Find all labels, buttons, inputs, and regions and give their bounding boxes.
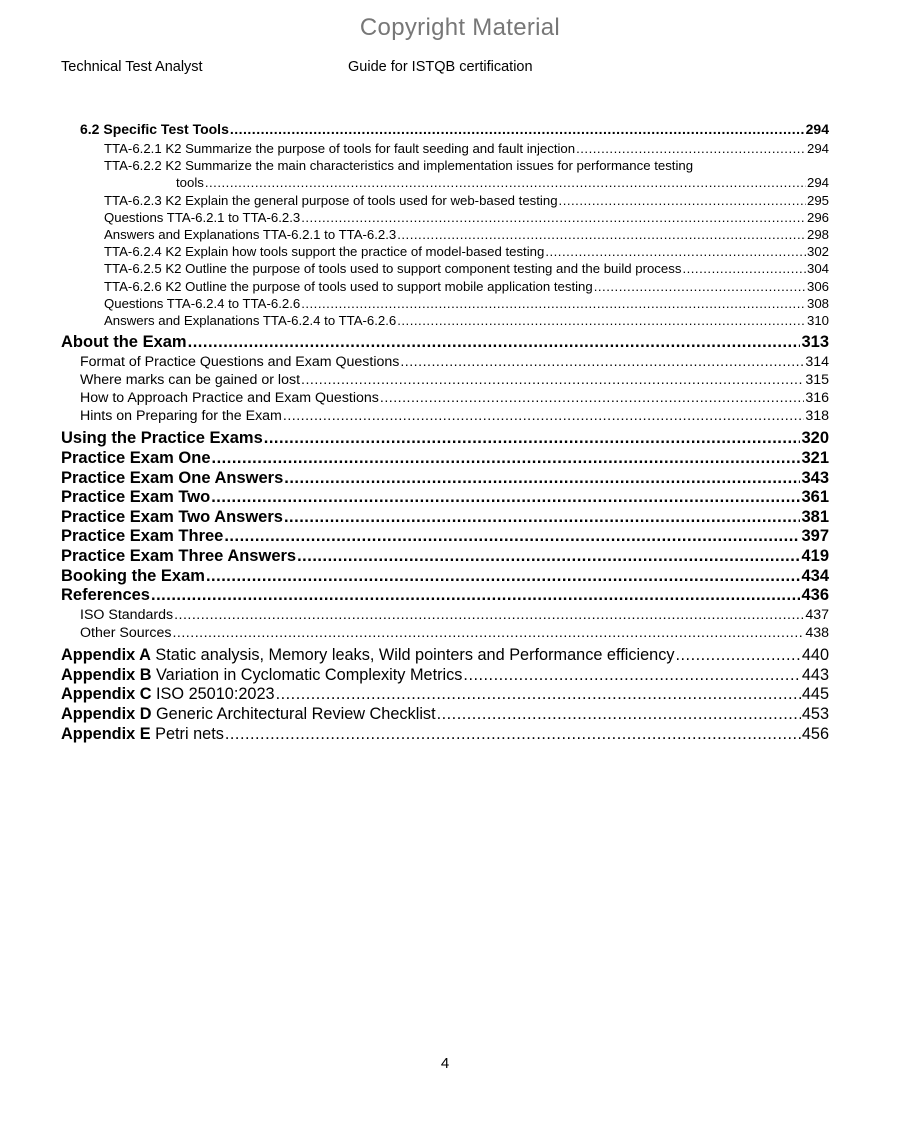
toc-entry-label: Other Sources bbox=[80, 624, 172, 641]
toc-entry-practice-exam-two-answers[interactable] bbox=[61, 508, 829, 528]
dot-leader bbox=[206, 567, 801, 587]
toc-entry-label: Questions TTA-6.2.1 to TTA-6.2.3 bbox=[104, 209, 301, 225]
dot-leader bbox=[276, 685, 801, 705]
toc-page-number: 419 bbox=[801, 546, 829, 565]
toc-page-number: 316 bbox=[805, 390, 829, 407]
toc-entry-practice-exam-three-answers[interactable] bbox=[61, 547, 829, 567]
dot-leader bbox=[174, 606, 804, 624]
dot-leader bbox=[380, 389, 804, 407]
dot-leader bbox=[264, 429, 801, 449]
toc-entry-questions-6-2-1-to-6-2-3[interactable] bbox=[104, 209, 829, 226]
toc-page-number: 304 bbox=[806, 261, 829, 277]
page-number: 4 bbox=[440, 1055, 450, 1072]
toc-page-number: 318 bbox=[805, 408, 829, 425]
dot-leader bbox=[297, 547, 800, 567]
dot-leader bbox=[225, 725, 801, 745]
toc-entry-label-continued: tools bbox=[176, 175, 204, 191]
toc-entry-label: Practice Exam One bbox=[61, 449, 211, 467]
toc-entry-label: Where marks can be gained or lost bbox=[80, 371, 301, 388]
toc-page-number: 438 bbox=[805, 624, 829, 641]
dot-leader bbox=[188, 333, 801, 353]
toc-entry-where-marks-gained-lost[interactable] bbox=[80, 371, 829, 389]
toc-entry-appendix-e[interactable] bbox=[61, 725, 829, 745]
toc-page-number: 302 bbox=[806, 244, 829, 260]
dot-leader bbox=[283, 407, 804, 425]
toc-entry-label bbox=[61, 646, 675, 666]
toc-page-number: 437 bbox=[805, 606, 829, 623]
toc-page-number: 306 bbox=[806, 278, 829, 294]
toc-entry-tta-6-2-3[interactable] bbox=[104, 192, 829, 209]
toc-entry-practice-exam-three[interactable] bbox=[61, 527, 829, 547]
dot-leader bbox=[284, 469, 800, 489]
toc-entry-label: TTA-6.2.3 K2 Explain the general purpose of tools used for web-based testing bbox=[104, 192, 558, 208]
toc-page-number: 294 bbox=[806, 141, 829, 156]
dot-leader bbox=[576, 140, 806, 157]
toc-entry-label: Answers and Explanations TTA-6.2.4 to TTA-6.2.6 bbox=[104, 312, 397, 328]
toc-entry-format-of-practice-questions[interactable] bbox=[80, 353, 829, 371]
toc-entry-label: Booking the Exam bbox=[61, 566, 205, 585]
toc-entry-label: TTA-6.2.6 K2 Outline the purpose of tools used to support mobile application testing bbox=[104, 278, 593, 294]
dot-leader bbox=[301, 209, 806, 226]
toc-page-number: 296 bbox=[806, 209, 829, 225]
toc-page-number: 456 bbox=[801, 724, 829, 743]
toc-entry-label: Practice Exam Two Answers bbox=[61, 507, 283, 526]
toc-entry-using-the-practice-exams[interactable] bbox=[61, 429, 829, 449]
toc-entry-references[interactable] bbox=[61, 586, 829, 606]
toc-page-number: 440 bbox=[801, 646, 829, 665]
toc-page-number: 298 bbox=[806, 226, 829, 242]
running-header-subtitle: Guide for ISTQB certification bbox=[348, 59, 533, 75]
toc-page-number: 453 bbox=[801, 704, 829, 723]
toc-entry-label bbox=[61, 685, 275, 705]
toc-page-number: 436 bbox=[801, 586, 829, 605]
toc-entry-tta-6-2-6[interactable] bbox=[104, 278, 829, 295]
toc-page-number: 443 bbox=[801, 665, 829, 684]
toc-page-number: 315 bbox=[805, 371, 829, 388]
dot-leader bbox=[437, 705, 801, 725]
toc-entry-iso-standards[interactable] bbox=[80, 606, 829, 624]
toc-page-number: 343 bbox=[801, 468, 829, 487]
toc-entry-section-6-2[interactable] bbox=[80, 119, 829, 140]
toc-entry-label: Using the Practice Exams bbox=[61, 429, 263, 448]
dot-leader bbox=[172, 624, 804, 642]
dot-leader bbox=[463, 666, 800, 686]
dot-leader bbox=[545, 243, 806, 260]
appendix-prefix: Appendix A bbox=[61, 646, 151, 665]
toc-entry-about-the-exam[interactable] bbox=[61, 333, 829, 353]
toc-entry-answers-6-2-1-to-6-2-3[interactable] bbox=[104, 226, 829, 243]
dot-leader bbox=[211, 488, 800, 508]
dot-leader bbox=[301, 371, 804, 389]
toc-page-number: 308 bbox=[806, 295, 829, 311]
appendix-title: ISO 25010:2023 bbox=[156, 685, 275, 704]
dot-leader bbox=[301, 295, 806, 312]
toc-entry-questions-6-2-4-to-6-2-6[interactable] bbox=[104, 295, 829, 312]
dot-leader bbox=[397, 312, 806, 329]
dot-leader bbox=[397, 226, 806, 243]
toc-page-number: 434 bbox=[801, 566, 829, 585]
dot-leader bbox=[676, 646, 801, 666]
toc-page-number: 361 bbox=[801, 488, 829, 507]
running-header-title: Technical Test Analyst bbox=[61, 59, 203, 75]
toc-entry-label: Practice Exam Three Answers bbox=[61, 546, 297, 565]
toc-entry-answers-6-2-4-to-6-2-6[interactable] bbox=[104, 312, 829, 329]
toc-entry-other-sources[interactable] bbox=[80, 624, 829, 642]
copyright-watermark: Copyright Material bbox=[359, 14, 561, 41]
appendix-title: Static analysis, Memory leaks, Wild pointers and Performance efficiency bbox=[155, 646, 675, 665]
toc-entry-label: Answers and Explanations TTA-6.2.1 to TTA-6.2.3 bbox=[104, 226, 397, 242]
toc-page-number: 294 bbox=[806, 175, 829, 191]
appendix-prefix: Appendix B bbox=[61, 665, 152, 684]
toc-entry-practice-exam-one-answers[interactable] bbox=[61, 469, 829, 489]
toc-page-number: 314 bbox=[805, 353, 829, 370]
toc-entry-how-to-approach-questions[interactable] bbox=[80, 389, 829, 407]
toc-entry-label: TTA-6.2.2 K2 Summarize the main characteristics and implementation issues for performance testing bbox=[104, 158, 694, 174]
appendix-prefix: Appendix D bbox=[61, 704, 152, 723]
toc-page-number: 445 bbox=[801, 685, 829, 704]
dot-leader bbox=[230, 119, 805, 140]
toc-entry-hints-on-preparing[interactable] bbox=[80, 407, 829, 425]
toc-entry-label: About the Exam bbox=[61, 333, 187, 352]
toc-page-number: 310 bbox=[806, 312, 829, 328]
toc-page-number: 294 bbox=[805, 121, 829, 137]
toc-entry-appendix-c[interactable] bbox=[61, 685, 829, 705]
table-of-contents bbox=[0, 119, 920, 744]
toc-entry-tta-6-2-1[interactable] bbox=[104, 140, 829, 157]
toc-page-number: 295 bbox=[806, 192, 829, 208]
toc-entry-tta-6-2-2[interactable] bbox=[104, 157, 829, 191]
toc-entry-label bbox=[61, 666, 462, 686]
appendix-title: Variation in Cyclomatic Complexity Metrics bbox=[156, 665, 463, 684]
toc-entry-label: Practice Exam One Answers bbox=[61, 468, 284, 487]
dot-leader bbox=[224, 527, 800, 547]
toc-entry-label bbox=[61, 725, 224, 745]
toc-entry-appendix-a[interactable] bbox=[61, 646, 829, 666]
dot-leader bbox=[594, 278, 806, 295]
toc-page-number: 313 bbox=[801, 333, 829, 352]
toc-page-number: 321 bbox=[801, 449, 829, 467]
toc-entry-label bbox=[61, 705, 436, 725]
toc-entry-label: TTA-6.2.5 K2 Outline the purpose of tools used to support component testing and the build process bbox=[104, 261, 682, 277]
appendix-title: Generic Architectural Review Checklist bbox=[156, 704, 436, 723]
toc-entry-label: ISO Standards bbox=[80, 606, 174, 623]
toc-entry-practice-exam-two[interactable] bbox=[61, 488, 829, 508]
toc-entry-tta-6-2-4[interactable] bbox=[104, 243, 829, 260]
dot-leader bbox=[151, 586, 800, 606]
toc-entry-label: Questions TTA-6.2.4 to TTA-6.2.6 bbox=[104, 295, 301, 311]
toc-entry-appendix-d[interactable] bbox=[61, 705, 829, 725]
dot-leader bbox=[284, 508, 801, 528]
dot-leader bbox=[400, 353, 804, 371]
toc-entry-appendix-b[interactable] bbox=[61, 666, 829, 686]
toc-entry-booking-the-exam[interactable] bbox=[61, 567, 829, 587]
toc-entry-label: Hints on Preparing for the Exam bbox=[80, 408, 282, 425]
toc-page-number: 320 bbox=[801, 429, 829, 448]
toc-entry-label: Practice Exam Three bbox=[61, 527, 224, 546]
toc-entry-label: TTA-6.2.1 K2 Summarize the purpose of tools for fault seeding and fault injection bbox=[104, 141, 576, 156]
dot-leader bbox=[212, 449, 801, 469]
toc-page-number: 381 bbox=[801, 507, 829, 526]
toc-entry-label: References bbox=[61, 586, 150, 605]
dot-leader bbox=[682, 260, 806, 277]
appendix-prefix: Appendix C bbox=[61, 685, 152, 704]
toc-entry-label: Practice Exam Two bbox=[61, 488, 211, 507]
toc-entry-practice-exam-one[interactable] bbox=[61, 449, 829, 469]
toc-entry-tta-6-2-5[interactable] bbox=[104, 260, 829, 277]
toc-entry-label: TTA-6.2.4 K2 Explain how tools support the practice of model-based testing bbox=[104, 244, 545, 260]
toc-entry-label: 6.2 Specific Test Tools bbox=[80, 121, 229, 137]
toc-entry-label: Format of Practice Questions and Exam Questions bbox=[80, 353, 400, 370]
appendix-prefix: Appendix E bbox=[61, 724, 151, 743]
appendix-title: Petri nets bbox=[155, 724, 224, 743]
toc-entry-label: How to Approach Practice and Exam Questions bbox=[80, 390, 379, 407]
dot-leader bbox=[559, 192, 806, 209]
dot-leader bbox=[205, 174, 806, 191]
toc-page-number: 397 bbox=[801, 527, 829, 546]
